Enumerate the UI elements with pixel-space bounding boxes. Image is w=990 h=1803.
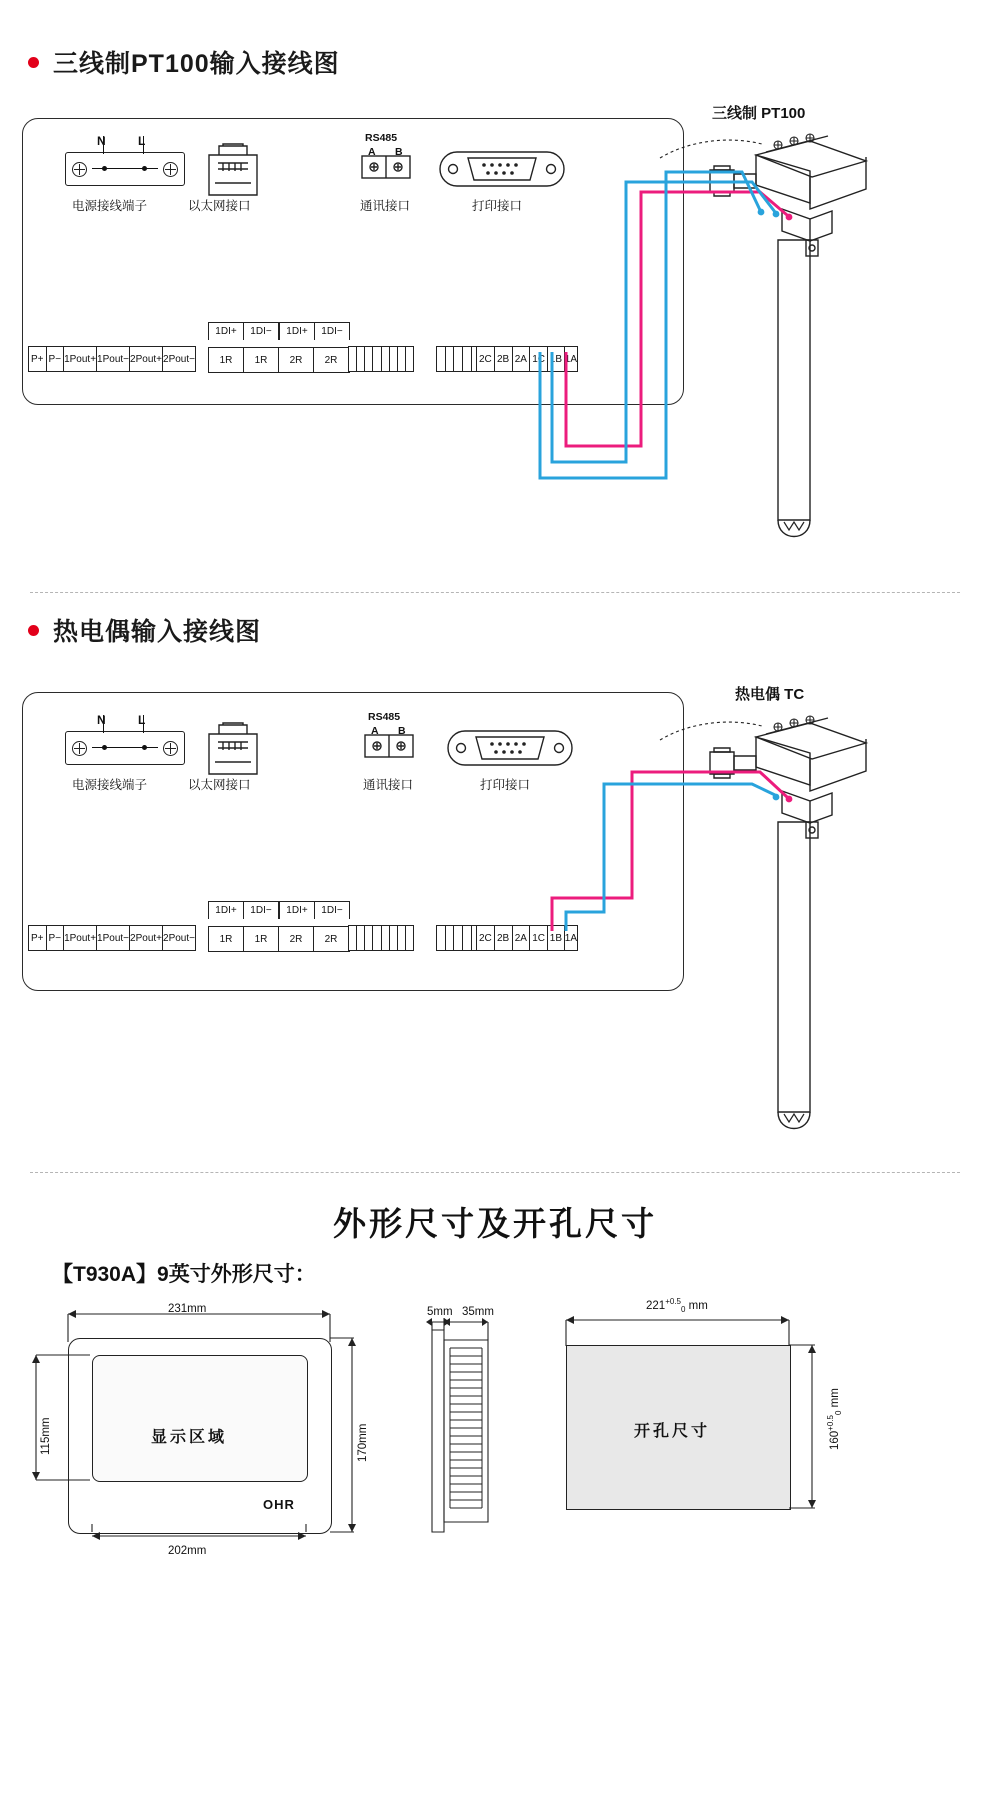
print-port-label: 打印接口 xyxy=(480,778,531,792)
power-terminal-label: 电源接线端子 xyxy=(72,778,148,792)
screw-icon xyxy=(163,162,178,177)
section-divider xyxy=(30,592,960,593)
power-terminal-block-tc xyxy=(65,731,185,765)
side-depth-dim: 35mm xyxy=(462,1306,494,1318)
di-terminal-block-tc: 1DI+ 1DI− 1DI+ 1DI− 1R 1R 2R 2R xyxy=(208,901,350,952)
bullet-icon xyxy=(28,57,39,68)
side-front-thickness-dim: 5mm xyxy=(427,1306,453,1318)
section-title: 热电偶输入接线图 xyxy=(53,618,262,646)
brand-label: OHR xyxy=(263,1497,295,1512)
display-area-label: 显示区域 xyxy=(151,1429,228,1446)
screw-icon xyxy=(163,741,178,756)
section-title: 三线制PT100输入接线图 xyxy=(53,50,340,78)
ethernet-port-label: 以太网接口 xyxy=(188,778,251,792)
rs485-a-label: A xyxy=(371,725,379,737)
sensor-label-pt100: 三线制 PT100 xyxy=(712,105,806,122)
rs485-label: RS485 xyxy=(368,711,401,723)
section-heading-pt100 xyxy=(28,44,340,80)
comm-port-label: 通讯接口 xyxy=(363,778,414,792)
power-terminal-block-pt100 xyxy=(65,152,185,186)
screen-height-dim: 115mm xyxy=(40,1417,52,1455)
sensor-input-strip-tc: 2C 2B 2A 1C 1B 1A xyxy=(476,925,578,951)
screw-icon xyxy=(72,162,87,177)
di-terminal-block-pt100: 1DI+ 1DI− 1DI+ 1DI− 1R 1R 2R 2R xyxy=(208,322,350,373)
power-terminal-label: 电源接线端子 xyxy=(72,199,148,213)
front-bottom-width-dim: 202mm xyxy=(168,1545,207,1557)
rs485-b-label: B xyxy=(398,725,406,737)
power-output-strip-pt100: P+ P− 1Pout+ 1Pout− 2Pout+ 2Pout− xyxy=(28,346,196,372)
front-height-dim: 170mm xyxy=(357,1423,369,1462)
terminal-l-label: L xyxy=(138,134,146,148)
print-port-label: 打印接口 xyxy=(472,199,523,213)
rs485-label: RS485 xyxy=(365,132,398,144)
rs485-b-label: B xyxy=(395,146,403,158)
terminal-comb xyxy=(348,925,414,951)
terminal-n-label: N xyxy=(97,134,106,148)
cutout-label: 开孔尺寸 xyxy=(634,1423,711,1440)
dimensions-subtitle: 【T930A】9英寸外形尺寸： xyxy=(52,1263,316,1286)
sensor-label-tc: 热电偶 TC xyxy=(735,686,805,703)
front-width-dim: 231mm xyxy=(168,1303,207,1315)
section-divider xyxy=(30,1172,960,1173)
power-output-strip-tc: P+ P− 1Pout+ 1Pout− 2Pout+ 2Pout− xyxy=(28,925,196,951)
rs485-a-label: A xyxy=(368,146,376,158)
terminal-comb xyxy=(348,346,414,372)
display-area-outline xyxy=(92,1355,308,1482)
cutout-width-dim: $221^{+0.5}_0$ mm xyxy=(646,1297,708,1315)
cutout-height-dim: $160^{+0.5}_0$ mm xyxy=(826,1388,844,1450)
screw-icon xyxy=(72,741,87,756)
ethernet-port-label: 以太网接口 xyxy=(188,199,251,213)
section-heading-tc xyxy=(28,612,261,648)
bullet-icon xyxy=(28,625,39,636)
terminal-l-label: L xyxy=(138,713,146,727)
terminal-n-label: N xyxy=(97,713,106,727)
sensor-input-strip-pt100: 2C 2B 2A 1C 1B 1A xyxy=(476,346,578,372)
comm-port-label: 通讯接口 xyxy=(360,199,411,213)
dimensions-title: 外形尺寸及开孔尺寸 xyxy=(333,1205,657,1242)
